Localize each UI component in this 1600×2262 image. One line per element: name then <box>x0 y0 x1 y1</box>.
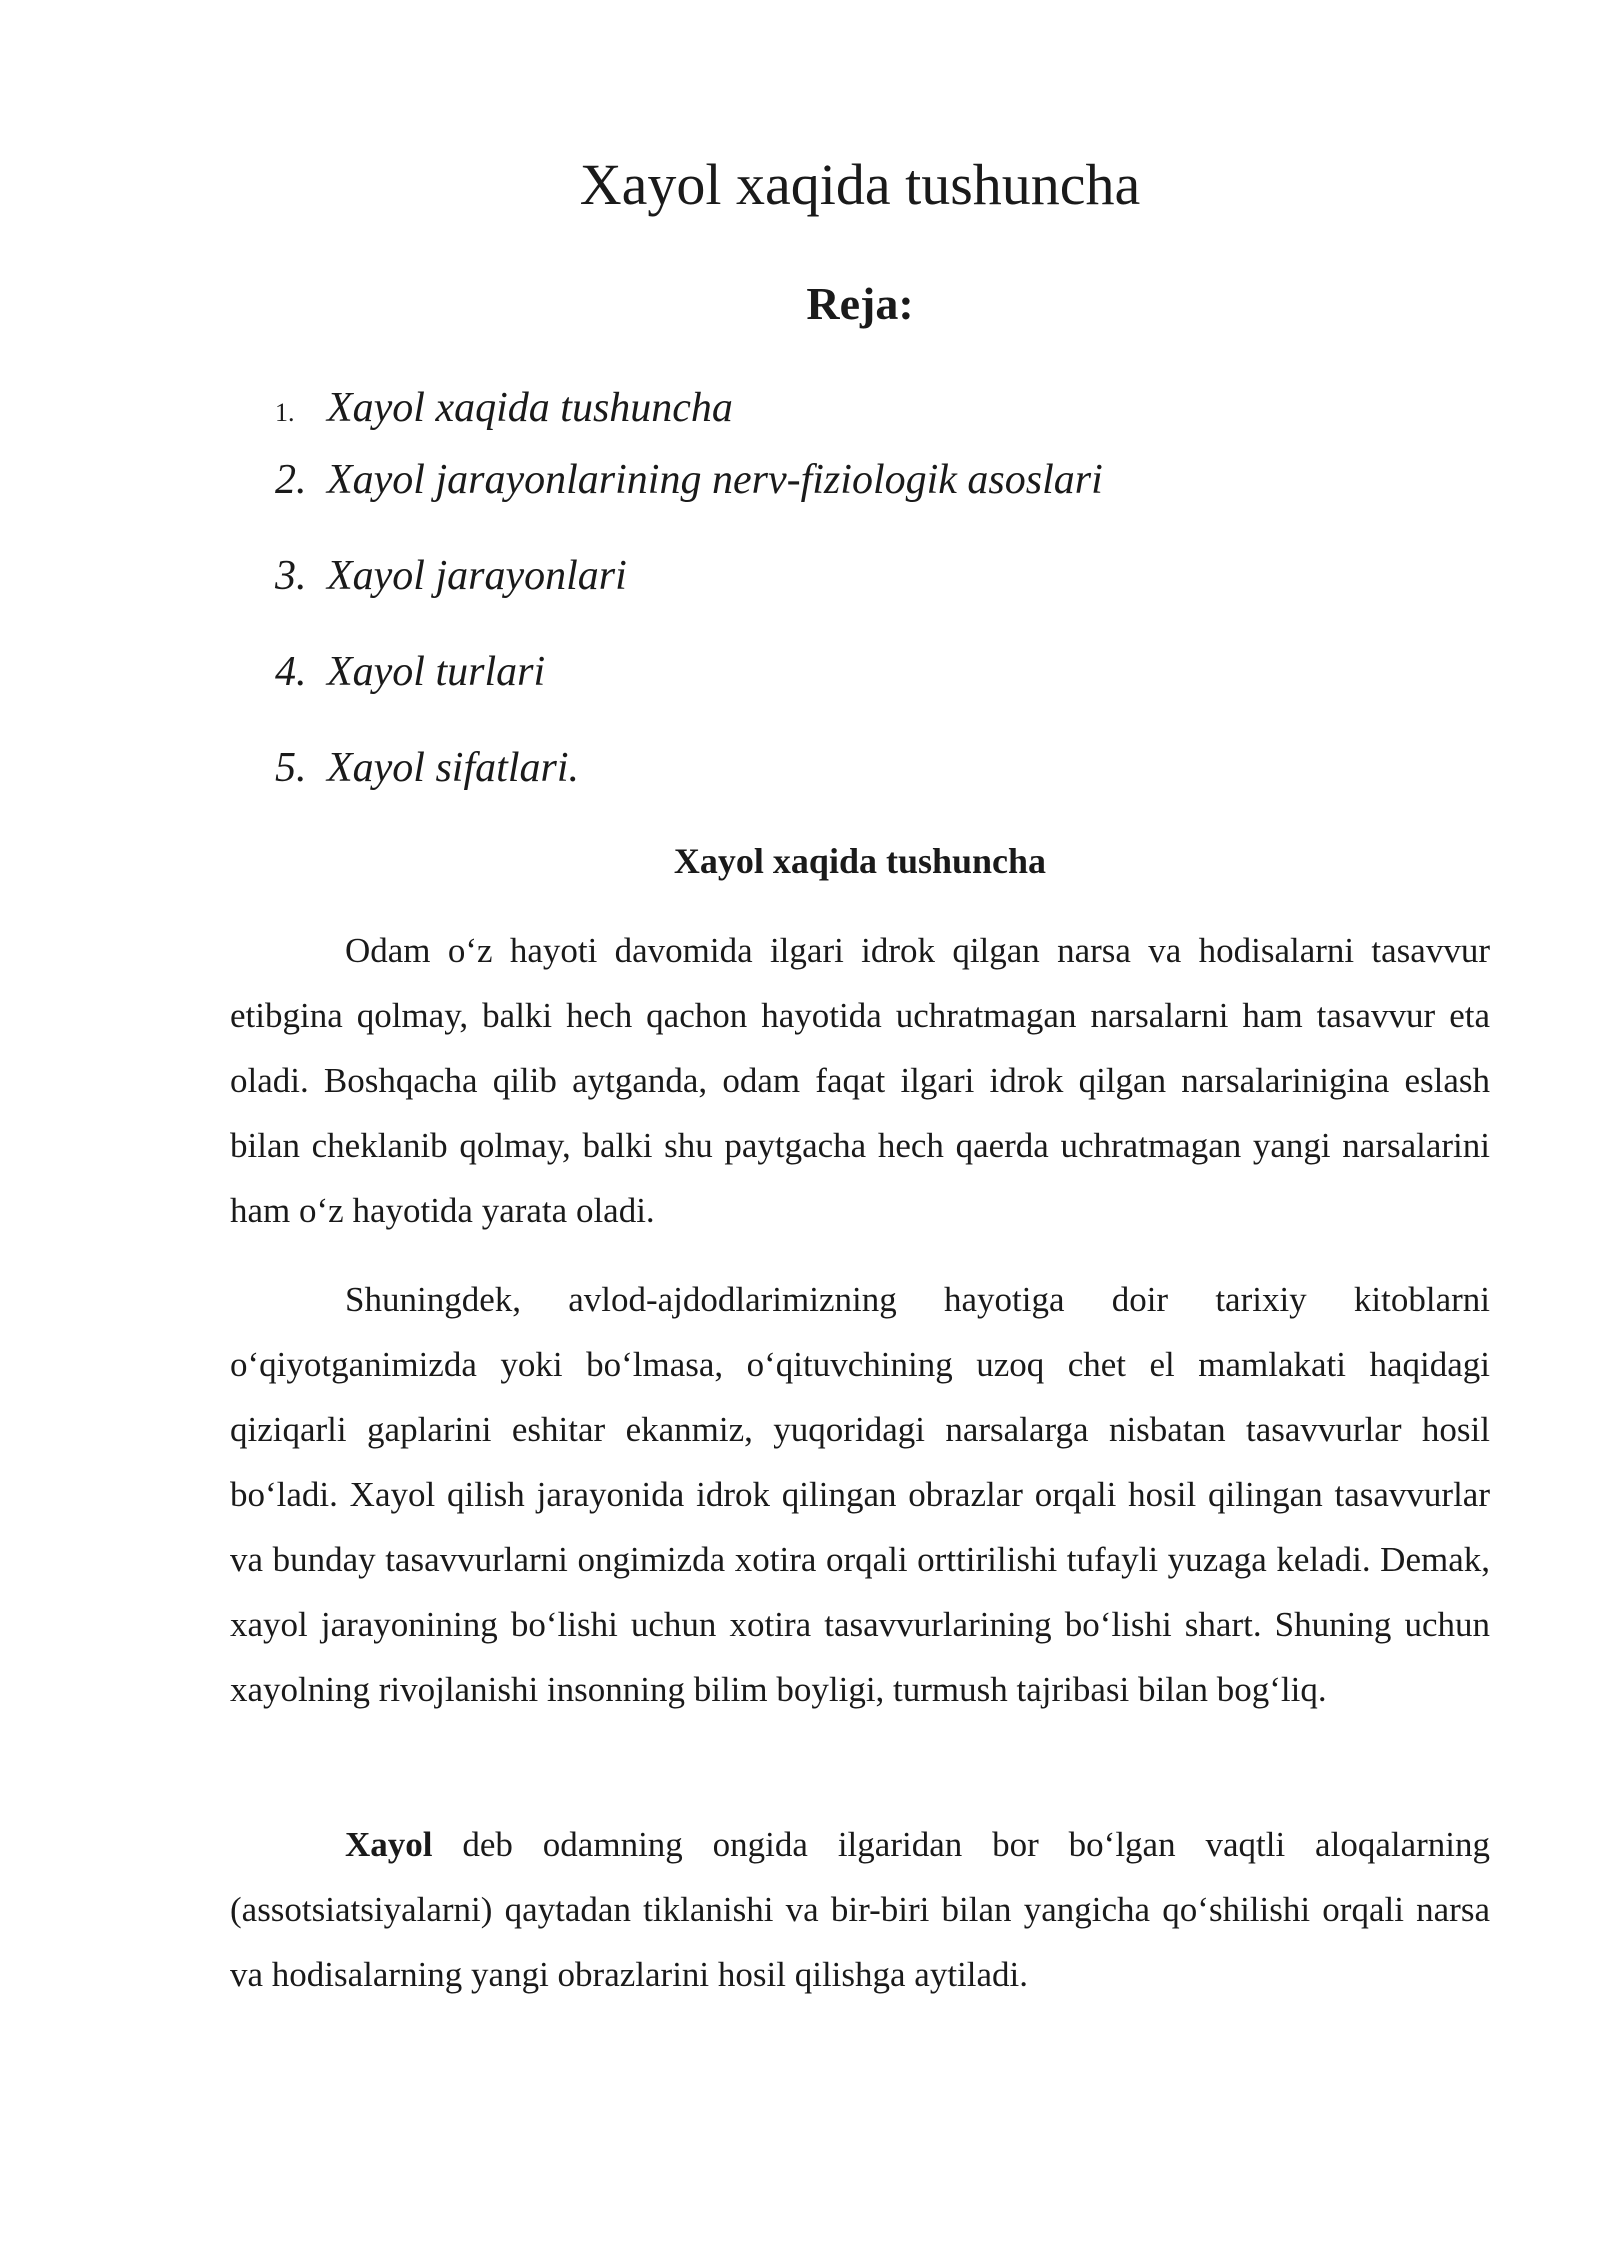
plan-item-number: 5. <box>275 745 307 791</box>
plan-item-text: Xayol jarayonlari <box>327 553 627 599</box>
plan-item-3 <box>275 551 627 601</box>
plan-item-number: 4. <box>275 649 307 695</box>
term-bold: Xayol <box>345 1825 433 1864</box>
plan-item-number: 3. <box>275 553 307 599</box>
plan-item-2 <box>275 455 1103 505</box>
plan-item-number: 1. <box>275 398 295 427</box>
plan-item-number: 2. <box>275 457 307 503</box>
plan-item-text: Xayol sifatlari. <box>327 745 579 791</box>
plan-item-4 <box>275 647 545 697</box>
document-title: Xayol xaqida tushuncha <box>579 152 1141 217</box>
plan-item-1 <box>275 383 733 433</box>
section-heading: Xayol xaqida tushuncha <box>673 841 1047 881</box>
body-paragraph-2: Shuningdek, avlod-ajdodlarimizning hayotiga doir tarixiy kitoblarni o‘qiyotganimizda yoki bo‘lmasa, o‘qituvchining uzoq chet el mamlakati haqidagi qiziqarli gaplarini eshitar ekanmiz, yuqoridagi narsalarga nisbatan tasavvurlar hosil bo‘ladi. Xayol qilish jarayonida idrok qilingan obrazlar orqali hosil qilingan tasavvurlar va bunday tasavvurlarni ongimizda xotira orqali orttirilishi tufayli yuzaga keladi. Demak, xayol jarayonining bo‘lishi uchun xotira tasavvurlarining bo‘lishi shart. Shuning uchun xayolning rivojlanishi insonning bilim boyligi, turmush tajribasi bilan bog‘liq. <box>230 1280 1490 1709</box>
body-paragraph-1: Odam o‘z hayoti davomida ilgari idrok qilgan narsa va hodisalarni tasavvur etibgina qolmay, balki hech qachon hayotida uchratmagan narsalarni ham tasavvur eta oladi. Boshqacha qilib aytganda, odam faqat ilgari idrok qilgan narsalarinigina eslash bilan cheklanib qolmay, balki shu paytgacha hech qaerda uchratmagan yangi narsalarini ham o‘z hayotida yarata oladi. <box>230 931 1490 1230</box>
plan-heading: Reja: <box>806 278 914 329</box>
plan-item-text: Xayol xaqida tushuncha <box>327 385 733 431</box>
body-paragraph-3 <box>230 1812 1490 2007</box>
definition-text: deb odamning ongida ilgaridan bor bo‘lgan vaqtli aloqalarning (assotsiatsiyalarni) qaytadan tiklanishi va bir-biri bilan yangicha qo‘shilishi orqali narsa va hodisalarning yangi obrazlarini hosil qilishga aytiladi. <box>230 1825 1490 1994</box>
plan-item-text: Xayol turlari <box>327 649 546 695</box>
plan-item-text: Xayol jarayonlarining nerv-fiziologik asoslari <box>327 457 1103 503</box>
plan-item-5 <box>275 743 579 793</box>
